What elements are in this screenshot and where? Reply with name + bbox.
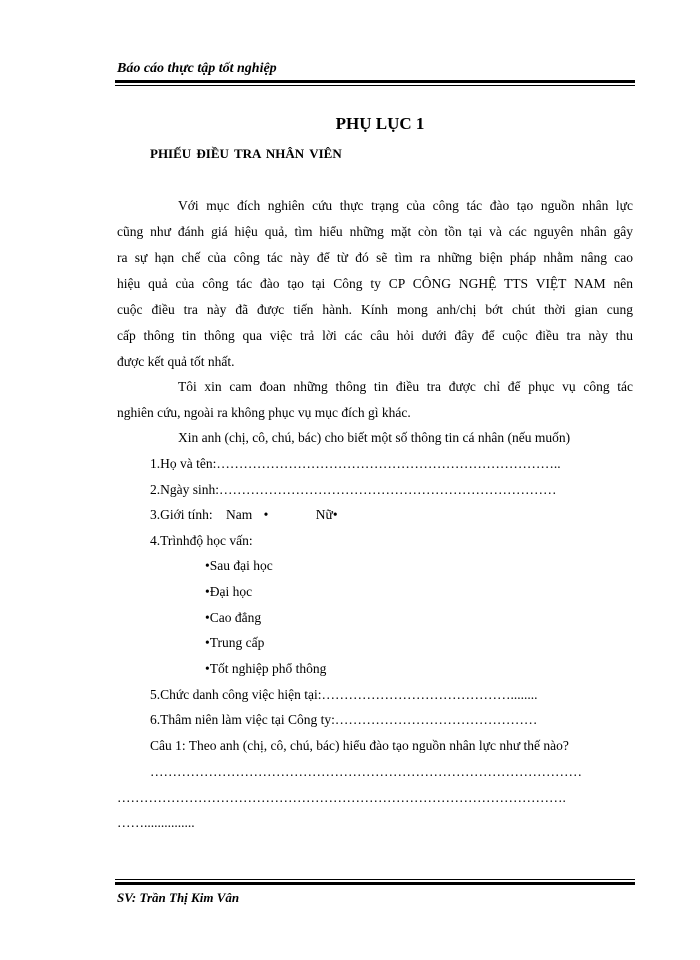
checkbox-bullet-icon[interactable] [333, 507, 338, 522]
education-option-label: Cao đẳng [209, 610, 262, 625]
intro-line: hiệu quả của công tác đào tạo tại Công ty CP CÔNG NGHỆ TTS VIỆT NAM nên [117, 276, 633, 291]
footer-rule-thin [115, 879, 635, 880]
gender-male-label: Nam [226, 507, 253, 522]
education-option[interactable] [205, 557, 273, 575]
footer-rule-thick [115, 882, 635, 885]
answer-dots-line[interactable]: ………………………………………………………………………………………. [117, 790, 566, 805]
field-job-title[interactable]: 5.Chức danh công việc hiện tại:……………………………………........ [150, 687, 538, 702]
form-subtitle: PHIẾU ĐIỀU TRA NHÂN VIÊN [150, 146, 342, 161]
intro-line: ra sự hạn chế của công tác này để từ đó sẽ tìm ra những biện pháp nhằm nâng cao [117, 250, 633, 265]
intro-line: cuộc điều tra này đã được tiến hành. Kính mong anh/chị bớt chút thời gian cung [117, 302, 633, 317]
question-1: Câu 1: Theo anh (chị, cô, chú, bác) hiểu đào tạo nguồn nhân lực như thế nào? [150, 738, 569, 753]
header-rule-thin [115, 85, 635, 86]
request-line: Xin anh (chị, cô, chú, bác) cho biết một số thông tin cá nhân (nếu muốn) [178, 430, 571, 445]
education-option[interactable] [205, 634, 264, 652]
answer-dots-line[interactable]: ……............... [117, 815, 195, 830]
intro-line: cũng như đánh giá hiệu quả, tìm hiểu những mặt còn tồn tại và các nguyên nhân gây [117, 224, 633, 239]
intro-line: Với mục đích nghiên cứu thực trạng của công tác đào tạo nguồn nhân lực [178, 198, 633, 213]
page-footer: SV: Trần Thị Kim Vân [117, 890, 240, 905]
commitment-line: Tôi xin cam đoan những thông tin điều tra được chỉ để phục vụ công tác [178, 379, 633, 394]
page-header: Báo cáo thực tập tốt nghiệp [117, 61, 277, 76]
checkbox-bullet-icon[interactable] [264, 507, 269, 522]
education-option-label: Sau đại học [209, 558, 273, 573]
education-label: 4.Trìnhđộ học vấn: [150, 533, 253, 548]
education-option[interactable] [205, 660, 326, 678]
gender-option-female[interactable] [316, 507, 338, 522]
education-option[interactable] [205, 609, 261, 627]
field-name[interactable]: 1.Họ và tên:………………………………………………………………….. [150, 456, 561, 471]
education-option-label: Tốt nghiệp phổ thông [209, 661, 327, 676]
gender-label: 3.Giới tính: [150, 507, 213, 522]
intro-line: được kết quả tốt nhất. [117, 354, 235, 369]
page-title: PHỤ LỤC 1 [335, 114, 425, 133]
field-gender [150, 506, 338, 524]
field-seniority[interactable]: 6.Thâm niên làm việc tại Công ty:……………………………………… [150, 712, 538, 727]
commitment-line: nghiên cứu, ngoài ra không phục vụ mục đích gì khác. [117, 405, 411, 420]
education-option-label: Đại học [209, 584, 253, 599]
answer-dots-line[interactable]: …………………………………………………………………………………… [150, 764, 582, 779]
field-dob[interactable]: 2.Ngày sinh:………………………………………………………………… [150, 482, 557, 497]
header-rule-thick [115, 80, 635, 83]
intro-line: cấp thông tin thông qua việc trả lời các câu hỏi dưới đây để cuộc điều tra này thu [117, 328, 633, 343]
gender-female-label: Nữ [315, 507, 333, 522]
education-option-label: Trung cấp [209, 635, 265, 650]
education-option[interactable] [205, 583, 252, 601]
gender-option-male[interactable] [226, 507, 272, 522]
